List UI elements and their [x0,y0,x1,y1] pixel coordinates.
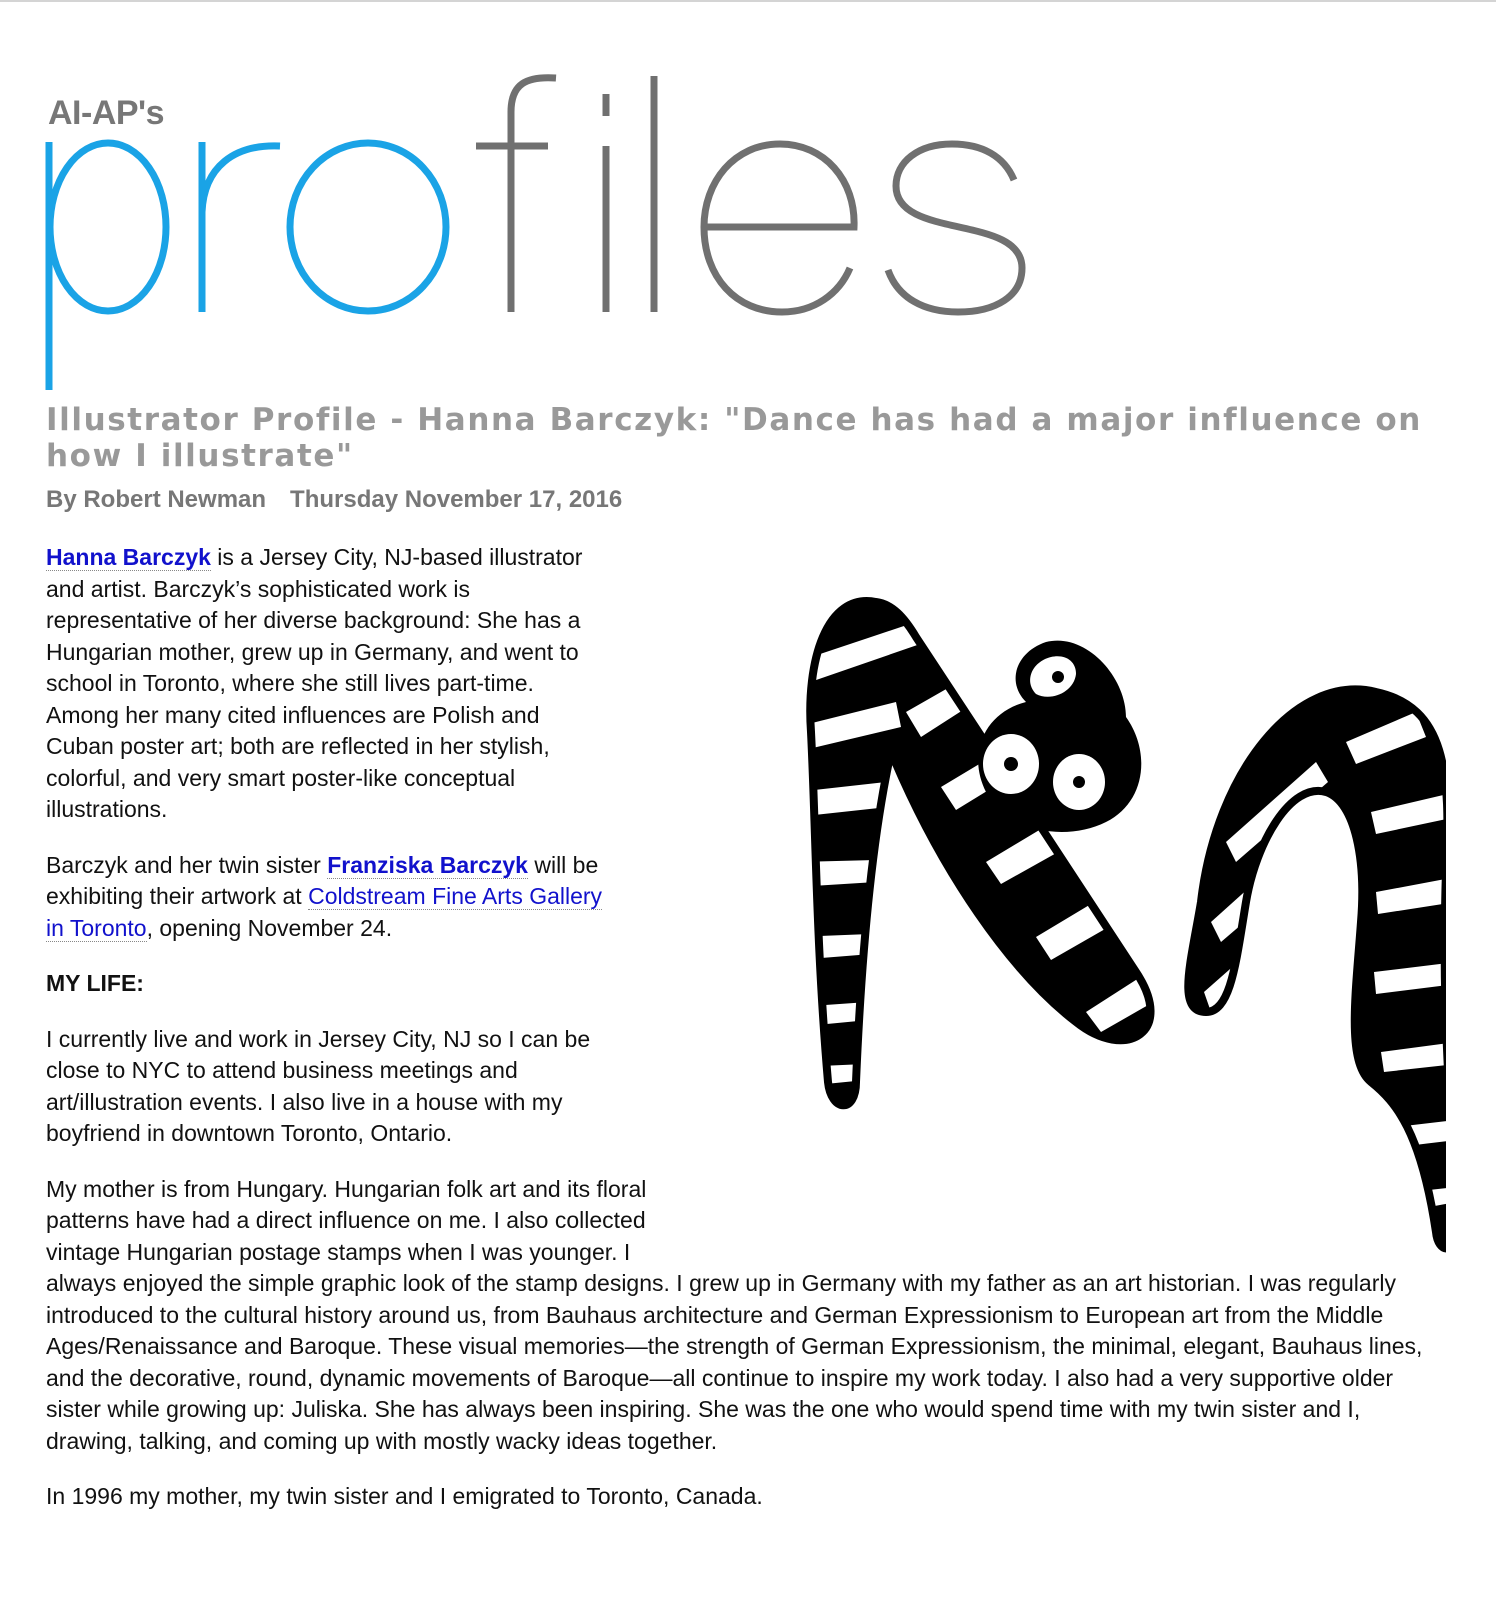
figure-head [978,641,1141,832]
my-life-paragraph-3: In 1996 my mother, my twin sister and I emigrated to Toronto, Canada. [46,1483,763,1509]
exhibit-text-2: will be exhibiting their artwork at [46,851,599,909]
top-divider [0,0,1496,2]
article-title: Illustrator Profile - Hanna Barczyk: "Dance has had a major influence on how I illustrate" [46,402,1422,474]
right-striped-limb [1156,662,1446,1262]
logo-files-mark [476,76,1022,312]
publish-date: Thursday November 17, 2016 [290,486,623,513]
my-life-paragraph-1: I currently live and work in Jersey City, NJ so I can be close to NYC to attend business meetings and art/illustration events. I also live in a house with my boyfriend in downtown Toronto, Ontario. [46,1025,591,1146]
hanna-barczyk-m-illustration [656,542,1446,1262]
intro-paragraph [46,542,606,826]
brand-name: AI-AP's [48,94,165,132]
exhibit-text-3: , opening November 24. [146,914,393,941]
sister-link[interactable]: Franziska Barczyk [327,851,528,878]
section-heading-my-life: MY LIFE: [46,970,144,996]
masthead [44,72,1064,402]
exhibit-text-1: Barczyk and her twin sister [46,851,328,878]
my-life-paragraph-2: My mother is from Hungary. Hungarian folk art and its floral patterns have had a direct influence on me. I also collected vintage Hungarian postage stamps when I was younger. I always enjoyed the simple graphic look of the stamp designs. I grew up in Germany with my father as an art historian. I was regularly introduced to the cultural history around us, from Bauhaus architecture and German Expressionism to European art from the Middle Ages/Renaissance and Baroque. These visual memories—the strength of German Expressionism, the minimal, elegant, Bauhaus lines, and the decorative, round, dynamic movements of Baroque—all continue to inspire my work today. I also had a very supportive older sister while growing up: Juliska. She has always been inspiring. She was the one who would spend time with my twin sister and I, drawing, talking, and coming up with mostly wacky ideas together. [46,1175,1423,1454]
artist-link[interactable]: Hanna Barczyk [46,544,211,570]
article-body [46,542,1446,1537]
author: By Robert Newman [46,486,267,513]
profiles-logo [44,72,1064,402]
intro-text: is a Jersey City, NJ-based illustrator and artist. Barczyk’s sophisticated work is representative of her diverse background: She has a Hungarian mother, grew up in Germany, and went to school in Toronto, where she still lives part-time. Among her many cited influences are Polish and Cuban poster art; both are reflected in her stylish, colorful, and very smart poster-like conceptual illustrations. [46,544,583,822]
byline [46,486,622,514]
gallery-link[interactable]: Coldstream Fine Arts Gallery in Toronto [46,883,603,941]
logo-pro-mark [49,142,446,390]
exhibit-paragraph [46,850,606,945]
